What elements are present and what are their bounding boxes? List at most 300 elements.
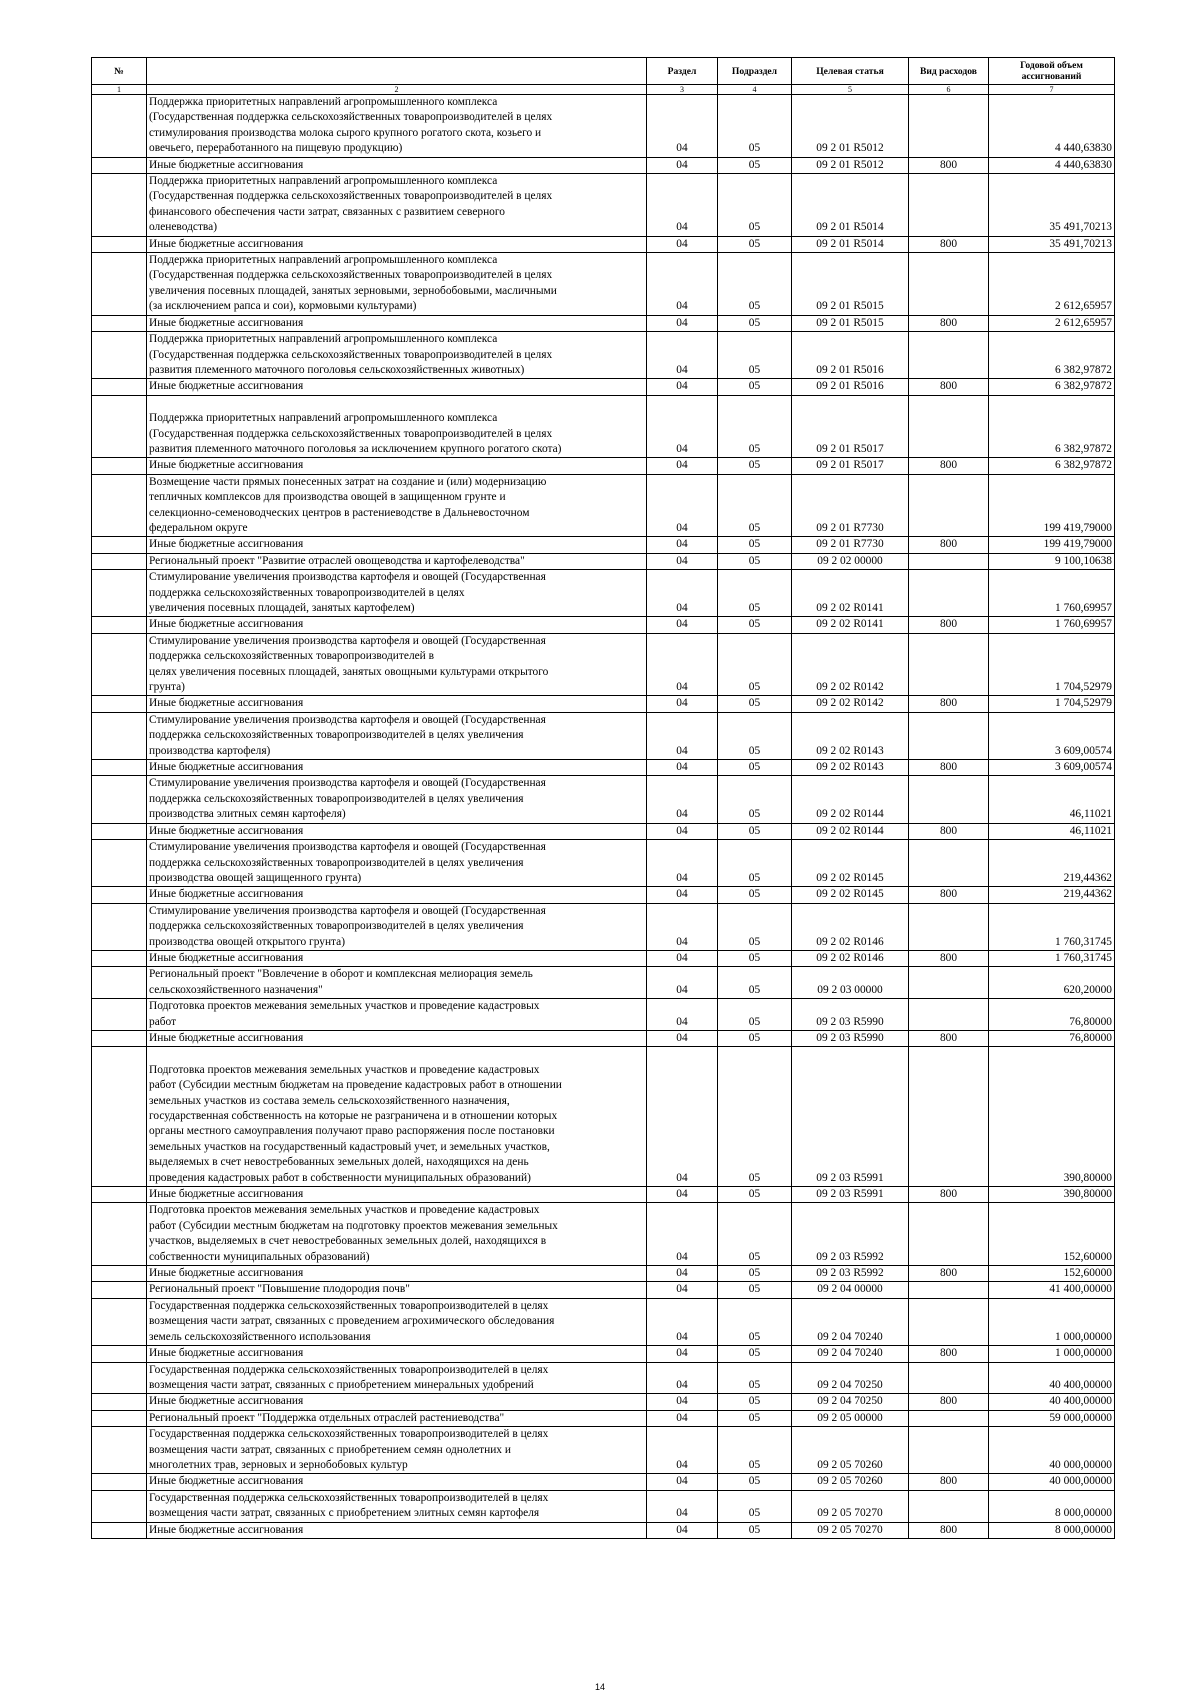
- row-number-cell: [92, 1282, 147, 1298]
- row-number-cell: [92, 315, 147, 331]
- celevaya-statya-cell: 09 2 01 R5017: [792, 458, 909, 474]
- column-number: 5: [792, 85, 909, 95]
- podrazdel-cell: 05: [718, 95, 792, 158]
- podrazdel-cell: 05: [718, 1394, 792, 1410]
- vid-rashodov-cell: 800: [909, 1474, 989, 1490]
- razdel-cell: 04: [647, 887, 718, 903]
- item-name-cell: Поддержка приоритетных направлений агропромышленного комплекса (Государственная поддержка сельскохозяйственных товаропроизводителей в целях увеличения посевных площадей, занятых зерновыми, зернобобовыми, масличными (за исключением рапса и сои), кормовыми культурами): [147, 253, 647, 316]
- amount-cell: 6 382,97872: [989, 332, 1115, 379]
- razdel-cell: 04: [647, 1282, 718, 1298]
- razdel-cell: 04: [647, 1474, 718, 1490]
- celevaya-statya-cell: 09 2 03 R5990: [792, 1030, 909, 1046]
- razdel-cell: 04: [647, 1394, 718, 1410]
- amount-cell: 620,20000: [989, 967, 1115, 999]
- razdel-cell: 04: [647, 1030, 718, 1046]
- vid-rashodov-cell: [909, 395, 989, 458]
- row-number-cell: [92, 1362, 147, 1394]
- table-row: [92, 1427, 1115, 1474]
- table-row: [92, 474, 1115, 537]
- amount-cell: 40 400,00000: [989, 1362, 1115, 1394]
- razdel-cell: 04: [647, 1266, 718, 1282]
- celevaya-statya-cell: 09 2 02 R0145: [792, 887, 909, 903]
- celevaya-statya-cell: 09 2 04 70250: [792, 1362, 909, 1394]
- podrazdel-cell: 05: [718, 570, 792, 617]
- row-number-cell: [92, 1346, 147, 1362]
- vid-rashodov-cell: [909, 1410, 989, 1426]
- podrazdel-cell: 05: [718, 1474, 792, 1490]
- celevaya-statya-cell: 09 2 01 R5017: [792, 395, 909, 458]
- podrazdel-cell: 05: [718, 1030, 792, 1046]
- item-name-cell: Региональный проект "Повышение плодородия почв": [147, 1282, 647, 1298]
- celevaya-statya-cell: 09 2 02 R0143: [792, 760, 909, 776]
- vid-rashodov-cell: 800: [909, 1522, 989, 1538]
- header-podrazdel: Подраздел: [718, 58, 792, 85]
- celevaya-statya-cell: 09 2 05 70270: [792, 1490, 909, 1522]
- amount-cell: 390,80000: [989, 1187, 1115, 1203]
- celevaya-statya-cell: 09 2 03 R5992: [792, 1266, 909, 1282]
- razdel-cell: 04: [647, 1298, 718, 1345]
- item-name-cell: Иные бюджетные ассигнования: [147, 236, 647, 252]
- celevaya-statya-cell: 09 2 03 R5991: [792, 1047, 909, 1187]
- header-name: [147, 58, 647, 85]
- razdel-cell: 04: [647, 379, 718, 395]
- item-name-cell: Стимулирование увеличения производства картофеля и овощей (Государственная поддержка сельскохозяйственных товаропроизводителей в целях увеличения производства овощей открытого грунта): [147, 903, 647, 950]
- amount-cell: 35 491,70213: [989, 236, 1115, 252]
- column-number: 2: [147, 85, 647, 95]
- vid-rashodov-cell: [909, 1362, 989, 1394]
- podrazdel-cell: 05: [718, 1298, 792, 1345]
- table-row: [92, 840, 1115, 887]
- vid-rashodov-cell: [909, 903, 989, 950]
- item-name-cell: Поддержка приоритетных направлений агропромышленного комплекса (Государственная поддержка сельскохозяйственных товаропроизводителей в целях развития племенного маточного поголовья сельскохозяйственных животных): [147, 332, 647, 379]
- table-row: [92, 1410, 1115, 1426]
- celevaya-statya-cell: 09 2 02 R0144: [792, 776, 909, 823]
- item-name-cell: Государственная поддержка сельскохозяйственных товаропроизводителей в целях возмещения части затрат, связанных с приобретением элитных семян картофеля: [147, 1490, 647, 1522]
- row-number-cell: [92, 236, 147, 252]
- celevaya-statya-cell: 09 2 05 70260: [792, 1427, 909, 1474]
- celevaya-statya-cell: 09 2 04 70240: [792, 1298, 909, 1345]
- row-number-cell: [92, 903, 147, 950]
- table-row: [92, 1266, 1115, 1282]
- item-name-cell: Иные бюджетные ассигнования: [147, 537, 647, 553]
- row-number-cell: [92, 1187, 147, 1203]
- celevaya-statya-cell: 09 2 02 R0141: [792, 617, 909, 633]
- amount-cell: 46,11021: [989, 823, 1115, 839]
- row-number-cell: [92, 950, 147, 966]
- row-number-cell: [92, 696, 147, 712]
- table-row: [92, 887, 1115, 903]
- amount-cell: 1 760,31745: [989, 950, 1115, 966]
- vid-rashodov-cell: 800: [909, 1187, 989, 1203]
- table-row: [92, 570, 1115, 617]
- row-number-cell: [92, 1394, 147, 1410]
- podrazdel-cell: 05: [718, 315, 792, 331]
- item-name-cell: Поддержка приоритетных направлений агропромышленного комплекса (Государственная поддержка сельскохозяйственных товаропроизводителей в целях стимулирования производства молока сырого крупного рогатого скота, козьего и овечьего, переработанного на пищевую продукцию): [147, 95, 647, 158]
- row-number-cell: [92, 1047, 147, 1187]
- item-name-cell: Иные бюджетные ассигнования: [147, 1266, 647, 1282]
- amount-cell: 1 000,00000: [989, 1346, 1115, 1362]
- row-number-cell: [92, 95, 147, 158]
- podrazdel-cell: 05: [718, 1427, 792, 1474]
- row-number-cell: [92, 840, 147, 887]
- podrazdel-cell: 05: [718, 1362, 792, 1394]
- podrazdel-cell: 05: [718, 537, 792, 553]
- podrazdel-cell: 05: [718, 1490, 792, 1522]
- celevaya-statya-cell: 09 2 01 R5014: [792, 174, 909, 237]
- podrazdel-cell: 05: [718, 1266, 792, 1282]
- vid-rashodov-cell: [909, 253, 989, 316]
- amount-cell: 2 612,65957: [989, 315, 1115, 331]
- row-number-cell: [92, 1298, 147, 1345]
- amount-cell: 6 382,97872: [989, 379, 1115, 395]
- podrazdel-cell: 05: [718, 553, 792, 569]
- vid-rashodov-cell: 800: [909, 1394, 989, 1410]
- vid-rashodov-cell: [909, 1427, 989, 1474]
- item-name-cell: Иные бюджетные ассигнования: [147, 379, 647, 395]
- amount-cell: 1 760,31745: [989, 903, 1115, 950]
- item-name-cell: Подготовка проектов межевания земельных участков и проведение кадастровых работ (Субсидии местным бюджетам на подготовку проектов межевания земельных участков, выделяемых в счет невостребованных земельных долей, находящихся в собственности муниципальных образований): [147, 1203, 647, 1266]
- podrazdel-cell: 05: [718, 1047, 792, 1187]
- table-row: [92, 1394, 1115, 1410]
- vid-rashodov-cell: [909, 1282, 989, 1298]
- razdel-cell: 04: [647, 1346, 718, 1362]
- amount-cell: 6 382,97872: [989, 458, 1115, 474]
- amount-cell: 199 419,79000: [989, 474, 1115, 537]
- celevaya-statya-cell: 09 2 02 R0146: [792, 950, 909, 966]
- vid-rashodov-cell: [909, 776, 989, 823]
- celevaya-statya-cell: 09 2 02 R0146: [792, 903, 909, 950]
- podrazdel-cell: 05: [718, 950, 792, 966]
- table-row: [92, 967, 1115, 999]
- table-row: [92, 395, 1115, 458]
- vid-rashodov-cell: [909, 553, 989, 569]
- table-row: [92, 1346, 1115, 1362]
- razdel-cell: 04: [647, 395, 718, 458]
- celevaya-statya-cell: 09 2 02 R0144: [792, 823, 909, 839]
- podrazdel-cell: 05: [718, 887, 792, 903]
- amount-cell: 3 609,00574: [989, 712, 1115, 759]
- amount-cell: 40 000,00000: [989, 1474, 1115, 1490]
- table-row: [92, 1047, 1115, 1187]
- column-number: 4: [718, 85, 792, 95]
- item-name-cell: Региональный проект "Развитие отраслей овощеводства и картофелеводства": [147, 553, 647, 569]
- row-number-cell: [92, 1266, 147, 1282]
- table-row: [92, 537, 1115, 553]
- razdel-cell: 04: [647, 760, 718, 776]
- celevaya-statya-cell: 09 2 04 70240: [792, 1346, 909, 1362]
- column-number: 1: [92, 85, 147, 95]
- vid-rashodov-cell: [909, 840, 989, 887]
- item-name-cell: Подготовка проектов межевания земельных участков и проведение кадастровых работ (Субсидии местным бюджетам на проведение кадастровых работ в отношении земельных участков из состава земель сельскохозяйственного назначения, государственная собственность на которые не разграничена и в отношении которых органы местного самоуправления получают право распоряжения после постановки земельных участков на государственный кадастровый учет, и земельных участков, выделяемых в счет невостребованных земельных долей, находящихся на день проведения кадастровых работ в собственности муниципальных образований): [147, 1047, 647, 1187]
- table-row: [92, 236, 1115, 252]
- amount-cell: 6 382,97872: [989, 395, 1115, 458]
- table-row: [92, 1282, 1115, 1298]
- vid-rashodov-cell: 800: [909, 617, 989, 633]
- vid-rashodov-cell: 800: [909, 950, 989, 966]
- podrazdel-cell: 05: [718, 395, 792, 458]
- vid-rashodov-cell: [909, 95, 989, 158]
- razdel-cell: 04: [647, 553, 718, 569]
- razdel-cell: 04: [647, 1427, 718, 1474]
- podrazdel-cell: 05: [718, 760, 792, 776]
- table-row: [92, 253, 1115, 316]
- amount-cell: 4 440,63830: [989, 95, 1115, 158]
- table-row: [92, 1490, 1115, 1522]
- table-row: [92, 332, 1115, 379]
- razdel-cell: 04: [647, 537, 718, 553]
- table-row: [92, 315, 1115, 331]
- row-number-cell: [92, 1490, 147, 1522]
- podrazdel-cell: 05: [718, 157, 792, 173]
- table-row: [92, 617, 1115, 633]
- podrazdel-cell: 05: [718, 1282, 792, 1298]
- amount-cell: 1 760,69957: [989, 570, 1115, 617]
- vid-rashodov-cell: 800: [909, 315, 989, 331]
- vid-rashodov-cell: 800: [909, 887, 989, 903]
- row-number-cell: [92, 760, 147, 776]
- vid-rashodov-cell: 800: [909, 1030, 989, 1046]
- table-row: [92, 95, 1115, 158]
- header-celevaya-statya: Целевая статья: [792, 58, 909, 85]
- vid-rashodov-cell: [909, 1047, 989, 1187]
- column-number: 7: [989, 85, 1115, 95]
- razdel-cell: 04: [647, 1522, 718, 1538]
- amount-cell: 152,60000: [989, 1266, 1115, 1282]
- table-row: [92, 1030, 1115, 1046]
- podrazdel-cell: 05: [718, 999, 792, 1031]
- item-name-cell: Иные бюджетные ассигнования: [147, 1394, 647, 1410]
- item-name-cell: Иные бюджетные ассигнования: [147, 696, 647, 712]
- vid-rashodov-cell: 800: [909, 760, 989, 776]
- podrazdel-cell: 05: [718, 776, 792, 823]
- row-number-cell: [92, 253, 147, 316]
- item-name-cell: Иные бюджетные ассигнования: [147, 617, 647, 633]
- item-name-cell: Иные бюджетные ассигнования: [147, 950, 647, 966]
- table-row: [92, 950, 1115, 966]
- celevaya-statya-cell: 09 2 02 R0141: [792, 570, 909, 617]
- table-row: [92, 1187, 1115, 1203]
- vid-rashodov-cell: [909, 1298, 989, 1345]
- table-row: [92, 1298, 1115, 1345]
- razdel-cell: 04: [647, 633, 718, 696]
- podrazdel-cell: 05: [718, 903, 792, 950]
- table-row: [92, 1522, 1115, 1538]
- table-row: [92, 1362, 1115, 1394]
- razdel-cell: 04: [647, 174, 718, 237]
- podrazdel-cell: 05: [718, 696, 792, 712]
- vid-rashodov-cell: 800: [909, 537, 989, 553]
- celevaya-statya-cell: 09 2 02 R0142: [792, 633, 909, 696]
- amount-cell: 76,80000: [989, 1030, 1115, 1046]
- item-name-cell: Иные бюджетные ассигнования: [147, 315, 647, 331]
- row-number-cell: [92, 967, 147, 999]
- header-no: №: [92, 58, 147, 85]
- amount-cell: 40 400,00000: [989, 1394, 1115, 1410]
- amount-cell: 390,80000: [989, 1047, 1115, 1187]
- amount-cell: 76,80000: [989, 999, 1115, 1031]
- razdel-cell: 04: [647, 950, 718, 966]
- header-row: [92, 58, 1115, 85]
- item-name-cell: Государственная поддержка сельскохозяйственных товаропроизводителей в целях возмещения части затрат, связанных с приобретением семян однолетних и многолетних трав, зерновых и зернобобовых культур: [147, 1427, 647, 1474]
- header-godovoy-objem: Годовой объем ассигнований: [989, 58, 1115, 85]
- table-row: [92, 458, 1115, 474]
- column-number: 6: [909, 85, 989, 95]
- podrazdel-cell: 05: [718, 253, 792, 316]
- row-number-cell: [92, 1410, 147, 1426]
- item-name-cell: Государственная поддержка сельскохозяйственных товаропроизводителей в целях возмещения части затрат, связанных с проведением агрохимического обследования земель сельскохозяйственного использования: [147, 1298, 647, 1345]
- podrazdel-cell: 05: [718, 1346, 792, 1362]
- vid-rashodov-cell: [909, 1490, 989, 1522]
- item-name-cell: Возмещение части прямых понесенных затрат на создание и (или) модернизацию тепличных комплексов для производства овощей в защищенном грунте и селекционно-семеноводческих центров в растениеводстве в Дальневосточном федеральном округе: [147, 474, 647, 537]
- razdel-cell: 04: [647, 823, 718, 839]
- razdel-cell: 04: [647, 95, 718, 158]
- podrazdel-cell: 05: [718, 174, 792, 237]
- header-razdel: Раздел: [647, 58, 718, 85]
- vid-rashodov-cell: [909, 999, 989, 1031]
- amount-cell: 3 609,00574: [989, 760, 1115, 776]
- celevaya-statya-cell: 09 2 04 70250: [792, 1394, 909, 1410]
- table-body: [92, 95, 1115, 1539]
- column-number: 3: [647, 85, 718, 95]
- podrazdel-cell: 05: [718, 840, 792, 887]
- amount-cell: 4 440,63830: [989, 157, 1115, 173]
- row-number-cell: [92, 395, 147, 458]
- item-name-cell: Подготовка проектов межевания земельных участков и проведение кадастровых работ: [147, 999, 647, 1031]
- podrazdel-cell: 05: [718, 1187, 792, 1203]
- vid-rashodov-cell: 800: [909, 1266, 989, 1282]
- row-number-cell: [92, 458, 147, 474]
- amount-cell: 1 704,52979: [989, 633, 1115, 696]
- row-number-cell: [92, 553, 147, 569]
- table-row: [92, 553, 1115, 569]
- vid-rashodov-cell: 800: [909, 379, 989, 395]
- item-name-cell: Региональный проект "Вовлечение в оборот и комплексная мелиорация земель сельскохозяйственного назначения": [147, 967, 647, 999]
- item-name-cell: Иные бюджетные ассигнования: [147, 887, 647, 903]
- celevaya-statya-cell: 09 2 02 00000: [792, 553, 909, 569]
- row-number-cell: [92, 1030, 147, 1046]
- celevaya-statya-cell: 09 2 01 R5012: [792, 157, 909, 173]
- table-row: [92, 157, 1115, 173]
- podrazdel-cell: 05: [718, 332, 792, 379]
- razdel-cell: 04: [647, 696, 718, 712]
- amount-cell: 219,44362: [989, 840, 1115, 887]
- vid-rashodov-cell: [909, 332, 989, 379]
- item-name-cell: Государственная поддержка сельскохозяйственных товаропроизводителей в целях возмещения части затрат, связанных с приобретением минеральных удобрений: [147, 1362, 647, 1394]
- podrazdel-cell: 05: [718, 823, 792, 839]
- razdel-cell: 04: [647, 315, 718, 331]
- table-row: [92, 776, 1115, 823]
- podrazdel-cell: 05: [718, 712, 792, 759]
- razdel-cell: 04: [647, 903, 718, 950]
- item-name-cell: Стимулирование увеличения производства картофеля и овощей (Государственная поддержка сельскохозяйственных товаропроизводителей в целях увеличения посевных площадей, занятых овощными культурами открытого грунта): [147, 633, 647, 696]
- row-number-cell: [92, 712, 147, 759]
- podrazdel-cell: 05: [718, 458, 792, 474]
- amount-cell: 59 000,00000: [989, 1410, 1115, 1426]
- podrazdel-cell: 05: [718, 236, 792, 252]
- item-name-cell: Стимулирование увеличения производства картофеля и овощей (Государственная поддержка сельскохозяйственных товаропроизводителей в целях увеличения производства элитных семян картофеля): [147, 776, 647, 823]
- podrazdel-cell: 05: [718, 967, 792, 999]
- table-row: [92, 633, 1115, 696]
- razdel-cell: 04: [647, 157, 718, 173]
- row-number-cell: [92, 1474, 147, 1490]
- podrazdel-cell: 05: [718, 474, 792, 537]
- item-name-cell: Стимулирование увеличения производства картофеля и овощей (Государственная поддержка сельскохозяйственных товаропроизводителей в целях увеличения производства овощей защищенного грунта): [147, 840, 647, 887]
- celevaya-statya-cell: 09 2 01 R5012: [792, 95, 909, 158]
- row-number-cell: [92, 823, 147, 839]
- amount-cell: 2 612,65957: [989, 253, 1115, 316]
- table-row: [92, 903, 1115, 950]
- celevaya-statya-cell: 09 2 01 R7730: [792, 537, 909, 553]
- celevaya-statya-cell: 09 2 02 R0145: [792, 840, 909, 887]
- celevaya-statya-cell: 09 2 03 R5990: [792, 999, 909, 1031]
- row-number-cell: [92, 379, 147, 395]
- celevaya-statya-cell: 09 2 01 R5014: [792, 236, 909, 252]
- table-row: [92, 696, 1115, 712]
- item-name-cell: Иные бюджетные ассигнования: [147, 1346, 647, 1362]
- table-row: [92, 999, 1115, 1031]
- header-vid-rashodov: Вид расходов: [909, 58, 989, 85]
- amount-cell: 8 000,00000: [989, 1522, 1115, 1538]
- vid-rashodov-cell: [909, 174, 989, 237]
- item-name-cell: Иные бюджетные ассигнования: [147, 760, 647, 776]
- item-name-cell: Иные бюджетные ассигнования: [147, 1522, 647, 1538]
- table-row: [92, 760, 1115, 776]
- item-name-cell: Иные бюджетные ассигнования: [147, 823, 647, 839]
- celevaya-statya-cell: 09 2 01 R5016: [792, 332, 909, 379]
- razdel-cell: 04: [647, 458, 718, 474]
- item-name-cell: Иные бюджетные ассигнования: [147, 1030, 647, 1046]
- vid-rashodov-cell: [909, 967, 989, 999]
- razdel-cell: 04: [647, 712, 718, 759]
- podrazdel-cell: 05: [718, 379, 792, 395]
- page-number: 14: [594, 1682, 605, 1692]
- amount-cell: 1 000,00000: [989, 1298, 1115, 1345]
- celevaya-statya-cell: 09 2 01 R5016: [792, 379, 909, 395]
- vid-rashodov-cell: 800: [909, 157, 989, 173]
- vid-rashodov-cell: [909, 474, 989, 537]
- row-number-cell: [92, 332, 147, 379]
- amount-cell: 1 704,52979: [989, 696, 1115, 712]
- razdel-cell: 04: [647, 999, 718, 1031]
- razdel-cell: 04: [647, 1047, 718, 1187]
- amount-cell: 41 400,00000: [989, 1282, 1115, 1298]
- table-row: [92, 1474, 1115, 1490]
- razdel-cell: 04: [647, 332, 718, 379]
- razdel-cell: 04: [647, 253, 718, 316]
- row-number-cell: [92, 570, 147, 617]
- vid-rashodov-cell: 800: [909, 236, 989, 252]
- item-name-cell: Региональный проект "Поддержка отдельных отраслей растениеводства": [147, 1410, 647, 1426]
- column-number-row: [92, 85, 1115, 95]
- celevaya-statya-cell: 09 2 02 R0142: [792, 696, 909, 712]
- amount-cell: 1 760,69957: [989, 617, 1115, 633]
- vid-rashodov-cell: 800: [909, 1346, 989, 1362]
- razdel-cell: 04: [647, 474, 718, 537]
- celevaya-statya-cell: 09 2 04 00000: [792, 1282, 909, 1298]
- amount-cell: 35 491,70213: [989, 174, 1115, 237]
- table-row: [92, 712, 1115, 759]
- vid-rashodov-cell: [909, 570, 989, 617]
- item-name-cell: Поддержка приоритетных направлений агропромышленного комплекса (Государственная поддержка сельскохозяйственных товаропроизводителей в целях финансового обеспечения части затрат, связанных с развитием северного оленеводства): [147, 174, 647, 237]
- table-row: [92, 823, 1115, 839]
- celevaya-statya-cell: 09 2 01 R5015: [792, 315, 909, 331]
- amount-cell: 40 000,00000: [989, 1427, 1115, 1474]
- item-name-cell: Поддержка приоритетных направлений агропромышленного комплекса (Государственная поддержка сельскохозяйственных товаропроизводителей в целях развития племенного маточного поголовья за исключением крупного рогатого скота): [147, 395, 647, 458]
- celevaya-statya-cell: 09 2 05 70270: [792, 1522, 909, 1538]
- razdel-cell: 04: [647, 1187, 718, 1203]
- vid-rashodov-cell: [909, 1203, 989, 1266]
- razdel-cell: 04: [647, 776, 718, 823]
